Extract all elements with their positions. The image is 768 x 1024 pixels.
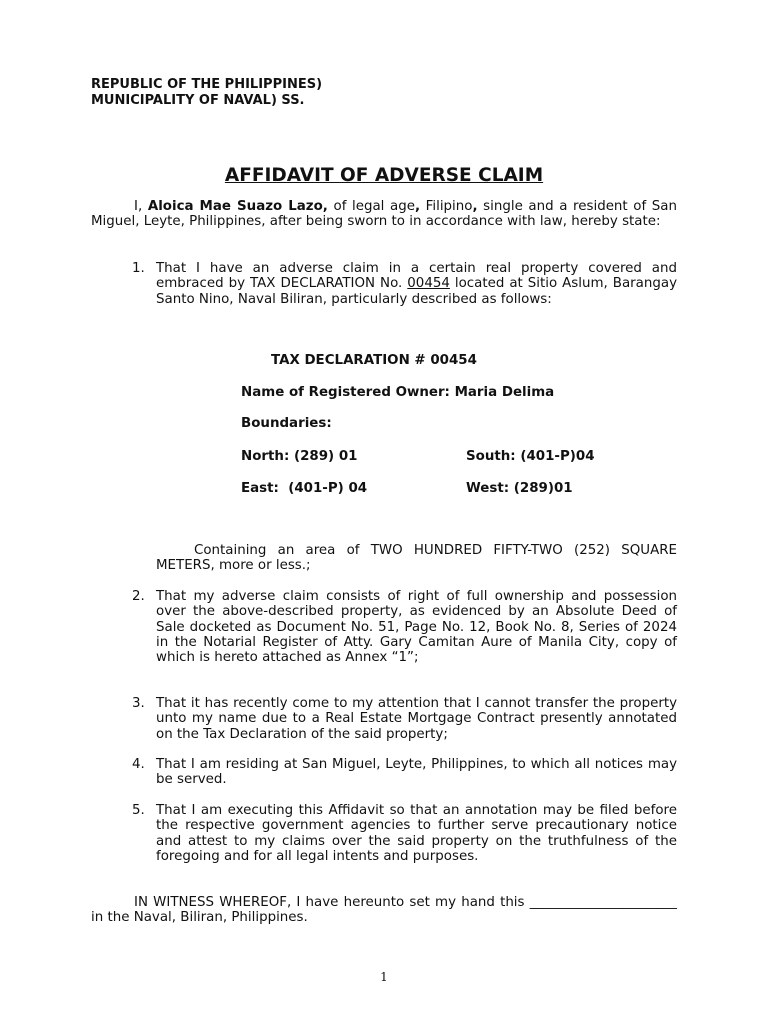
list-item-text: That I am residing at San Miguel, Leyte, Philippines, to which all notices may be served. <box>156 757 677 788</box>
list-item-2 <box>132 589 677 665</box>
area-paragraph: Containing an area of TWO HUNDRED FIFTY-TWO (252) SQUARE METERS, more or less.; <box>156 543 677 574</box>
boundary-east: East: (401-P) 04 <box>241 481 368 496</box>
list-item-text: That I am executing this Affidavit so that an annotation may be filed before the respective government agencies to further serve precautionary notice and attest to my claims over the said property on the truthfulness of the foregoing and for all legal intents and purposes. <box>156 803 677 864</box>
boundaries-label: Boundaries: <box>241 416 332 431</box>
page-number: 1 <box>380 970 388 984</box>
list-item-text: That my adverse claim consists of right of full ownership and possession over the above-described property, as evidenced by an Absolute Deed of Sale docketed as Document No. 51, Page No. 12, Book No. 8, Series of 2024 in the Notarial Register of Atty. Gary Camitan Aure of Manila City, copy of which is hereto attached as Annex “1”; <box>156 589 677 666</box>
intro-comma: , <box>414 199 421 214</box>
intro-text-1: I, <box>134 199 148 214</box>
date-blank: ______________________ <box>529 895 677 910</box>
tax-declaration-heading: TAX DECLARATION # 00454 <box>271 353 477 368</box>
witness-paragraph <box>91 895 677 926</box>
intro-paragraph <box>91 199 677 230</box>
venue-header <box>91 77 322 109</box>
venue-line-2: MUNICIPALITY OF NAVAL) SS. <box>91 93 305 108</box>
witness-text-2: in the Naval, Biliran, Philippines. <box>91 910 308 926</box>
registered-owner: Name of Registered Owner: Maria Delima <box>241 385 555 400</box>
list-item-1 <box>132 261 677 307</box>
venue-line-1: REPUBLIC OF THE PHILIPPINES) <box>91 77 323 92</box>
list-item-number: 5. <box>132 803 145 818</box>
witness-text-1: IN WITNESS WHEREOF, I have hereunto set my hand this <box>134 895 530 910</box>
boundary-west: West: (289)01 <box>466 481 573 496</box>
list-item-number: 4. <box>132 757 145 772</box>
list-item-number: 3. <box>132 696 145 711</box>
list-item-4 <box>132 757 677 788</box>
list-item-text: That it has recently come to my attention that I cannot transfer the property unto my name due to a Real Estate Mortgage Contract presently annotated on the Tax Declaration of the said property; <box>156 696 677 742</box>
intro-text-4: single and a resident of San Miguel, Leyte, Philippines, after being sworn to in accordance with law, hereby state: <box>91 199 677 230</box>
tax-declaration-number: 00454 <box>407 276 450 292</box>
list-item-5 <box>132 803 677 864</box>
boundary-south: South: (401-P)04 <box>466 449 595 464</box>
intro-comma-2: , <box>472 199 478 214</box>
affiant-name: Aloica Mae Suazo Lazo, <box>147 199 328 214</box>
intro-text-2: of legal age <box>327 199 415 214</box>
item1-text-2: located at Sitio Aslum, Barangay Santo Nino, Naval Biliran, particularly described as follows: <box>156 276 677 307</box>
list-item-number: 1. <box>132 261 145 276</box>
item1-text-1: That I have an adverse claim in a certain real property covered and embraced by TAX DECLARATION No. <box>156 261 677 292</box>
list-item-number: 2. <box>132 589 145 604</box>
intro-text-3: Filipino <box>420 199 473 214</box>
list-item-3 <box>132 696 677 742</box>
document-title: AFFIDAVIT OF ADVERSE CLAIM <box>224 165 544 186</box>
boundary-north: North: (289) 01 <box>241 449 358 464</box>
list-item-text <box>156 261 677 307</box>
